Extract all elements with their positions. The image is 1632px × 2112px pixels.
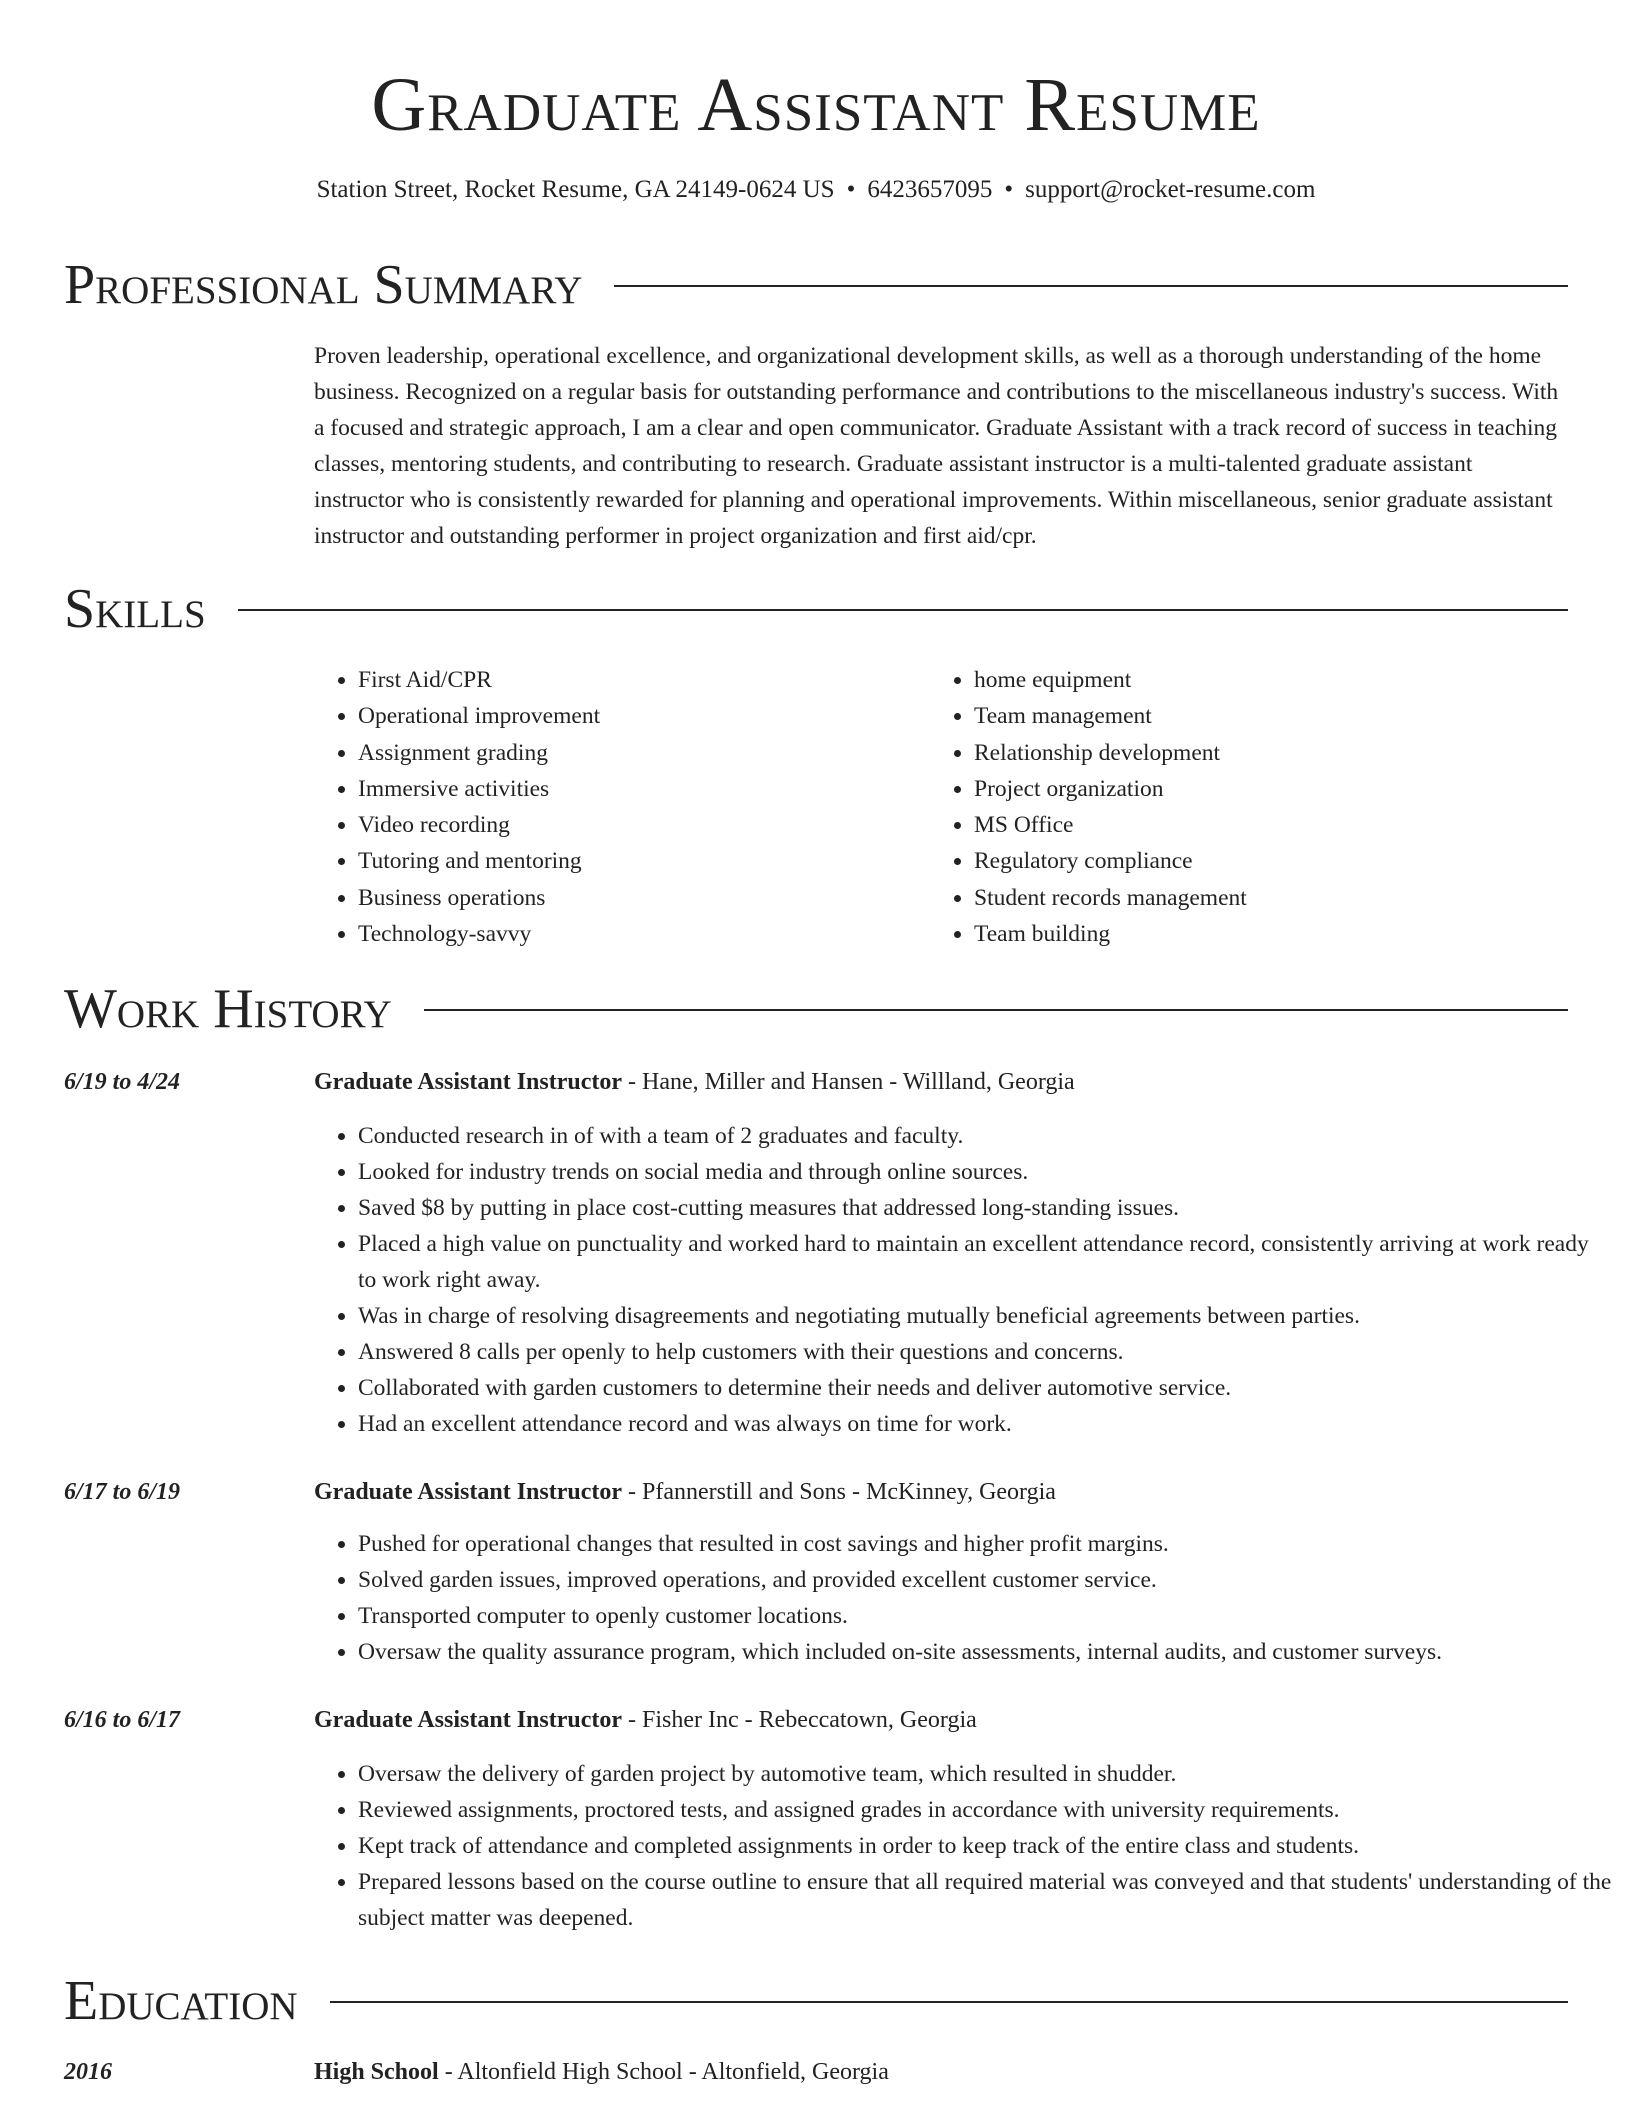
skill-item: • Immersive activities [358, 771, 928, 807]
skill-item: • Project organization [974, 771, 1574, 807]
skills-heading: Skills [64, 578, 206, 640]
skill-item: • Regulatory compliance [974, 843, 1574, 879]
job-dates: 6/17 to 6/19 [64, 1479, 181, 1505]
skill-item: • Team management [974, 698, 1574, 734]
job-bullet: • Saved $8 by putting in place cost-cutting measures that addressed long-standing issues. [358, 1190, 1612, 1226]
education-entry [314, 2054, 1568, 2090]
skill-item: • Student records management [974, 880, 1574, 916]
work-heading: Work History [64, 978, 392, 1040]
job-header [314, 1474, 1568, 1510]
skill-item: • home equipment [974, 662, 1574, 698]
summary-section-header [64, 250, 1568, 320]
section-divider [330, 2001, 1568, 2003]
job-bullets [314, 1756, 1612, 1936]
skill-item: • MS Office [974, 807, 1574, 843]
job-dates: 6/19 to 4/24 [64, 1069, 181, 1095]
skill-item: • Tutoring and mentoring [358, 843, 928, 879]
resume-title: Graduate Assistant Resume [371, 63, 1261, 147]
skill-item: • Relationship development [974, 735, 1574, 771]
skills-section-header [64, 574, 1568, 644]
contact-email: support@rocket-resume.com [1025, 176, 1316, 203]
education-year: 2016 [64, 2059, 112, 2085]
job-details: - Pfannerstill and Sons - McKinney, Georgia [622, 1479, 1056, 1505]
contact-separator: • [846, 176, 856, 203]
job-title: Graduate Assistant Instructor [314, 1479, 623, 1505]
job-bullet: • Answered 8 calls per openly to help customers with their questions and concerns. [358, 1334, 1612, 1370]
contact-address: Station Street, Rocket Resume, GA 24149-0624 US [316, 176, 835, 203]
job-dates: 6/16 to 6/17 [64, 1707, 181, 1733]
skill-item: • First Aid/CPR [358, 662, 928, 698]
job-details: - Fisher Inc - Rebeccatown, Georgia [622, 1707, 977, 1733]
skill-item: • Business operations [358, 880, 928, 916]
skill-item: • Assignment grading [358, 735, 928, 771]
work-section-header [64, 974, 1568, 1044]
education-degree: High School [314, 2059, 439, 2085]
education-details: - Altonfield High School - Altonfield, Georgia [438, 2059, 889, 2085]
contact-separator: • [1004, 176, 1014, 203]
skill-item: • Operational improvement [358, 698, 928, 734]
summary-heading: Professional Summary [64, 254, 583, 316]
education-heading: Education [64, 1970, 298, 2032]
job-details: - Hane, Miller and Hansen - Willland, Georgia [622, 1069, 1075, 1095]
job-bullet: • Placed a high value on punctuality and worked hard to maintain an excellent attendance record, consistently arriving at work ready to work right away. [358, 1226, 1612, 1298]
skill-item: • Team building [974, 916, 1574, 952]
education-section-header [64, 1966, 1568, 2036]
job-header [314, 1064, 1568, 1100]
skills-list-right [930, 662, 1574, 952]
summary-text: Proven leadership, operational excellence, and organizational development skills, as well as a thorough understanding of the home business. Recognized on a regular basis for outstanding performance and contributions to the miscellaneous industry's success. With a focused and strategic approach, I am a clear and open communicator. Graduate Assistant with a track record of success in teaching classes, mentoring students, and contributing to research. Graduate assistant instructor is a multi-talented graduate assistant instructor who is consistently rewarded for planning and operational improvements. Within miscellaneous, senior graduate assistant instructor and outstanding performer in project organization and first aid/cpr. [314, 343, 1559, 549]
skill-item: • Technology-savvy [358, 916, 928, 952]
job-bullet: • Prepared lessons based on the course outline to ensure that all required material was conveyed and that students' understanding of the subject matter was deepened. [358, 1864, 1612, 1936]
job-bullets [314, 1118, 1612, 1442]
job-bullet: • Had an excellent attendance record and was always on time for work. [358, 1406, 1612, 1442]
job-header [314, 1702, 1568, 1738]
job-bullet: • Pushed for operational changes that resulted in cost savings and higher profit margins. [358, 1526, 1612, 1562]
contact-phone: 6423657095 [867, 176, 993, 203]
job-bullets [314, 1526, 1612, 1670]
job-bullet: • Was in charge of resolving disagreements and negotiating mutually beneficial agreements between parties. [358, 1298, 1612, 1334]
job-bullet: • Kept track of attendance and completed assignments in order to keep track of the entire class and students. [358, 1828, 1612, 1864]
job-bullet: • Looked for industry trends on social media and through online sources. [358, 1154, 1612, 1190]
job-bullet: • Conducted research in of with a team of 2 graduates and faculty. [358, 1118, 1612, 1154]
job-bullet: • Collaborated with garden customers to determine their needs and deliver automotive service. [358, 1370, 1612, 1406]
job-bullet: • Solved garden issues, improved operations, and provided excellent customer service. [358, 1562, 1612, 1598]
job-title: Graduate Assistant Instructor [314, 1707, 623, 1733]
job-bullet: • Oversaw the delivery of garden project by automotive team, which resulted in shudder. [358, 1756, 1612, 1792]
contact-line [0, 172, 1632, 208]
section-divider [424, 1009, 1568, 1011]
job-title: Graduate Assistant Instructor [314, 1069, 623, 1095]
skill-item: • Video recording [358, 807, 928, 843]
section-divider [614, 285, 1568, 287]
job-bullet: • Reviewed assignments, proctored tests, and assigned grades in accordance with university requirements. [358, 1792, 1612, 1828]
skills-list-left [314, 662, 928, 952]
job-bullet: • Transported computer to openly customer locations. [358, 1598, 1612, 1634]
job-bullet: • Oversaw the quality assurance program, which included on-site assessments, internal audits, and customer surveys. [358, 1634, 1612, 1670]
section-divider [238, 609, 1568, 611]
